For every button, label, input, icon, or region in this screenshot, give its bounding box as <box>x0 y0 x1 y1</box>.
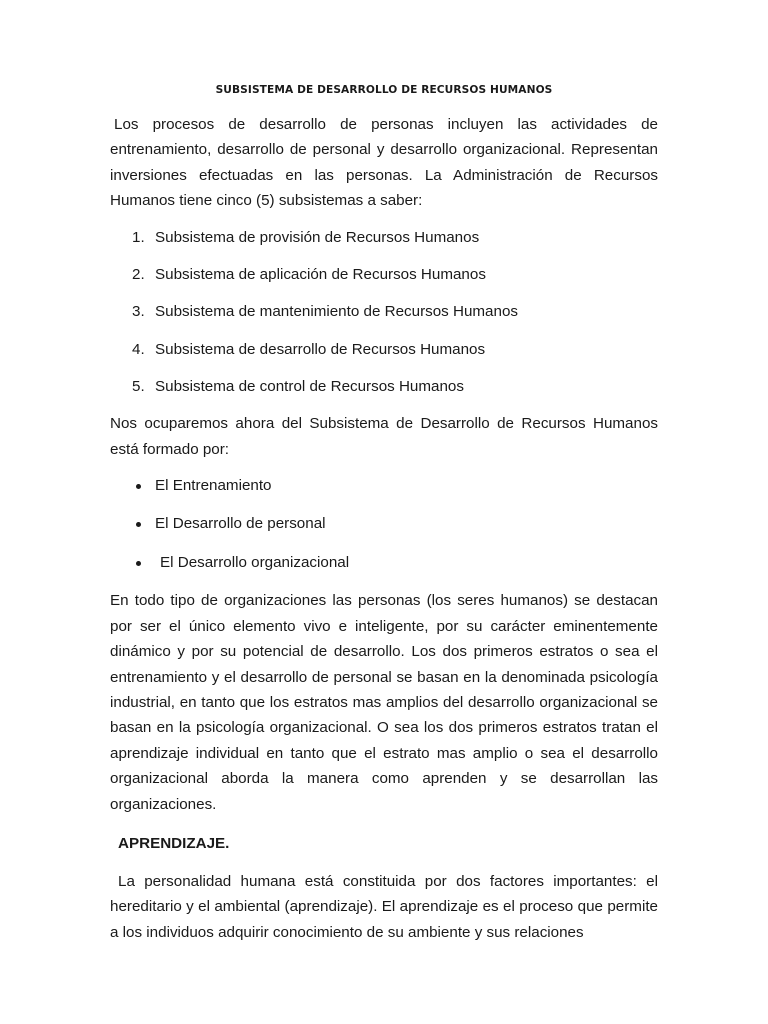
section-heading: APRENDIZAJE. <box>118 835 230 853</box>
list-item <box>110 299 658 324</box>
list-item-text: Subsistema de mantenimiento de Recursos Humanos <box>155 303 518 321</box>
components-list <box>110 473 658 575</box>
organizations-paragraph: En todo tipo de organizaciones las personas (los seres humanos) se destacan por ser el único elemento vivo e inteligente, por su carácter eminentemente dinámico y por su potencial de desarrollo. Los dos primeros estratos o sea el entrenamiento y el desarrollo de personal se basan en la denominada psicología industrial, en tanto que los estratos mas amplios del desarrollo organizacional se basan en la psicología organizacional. O sea los dos primeros estratos tratan el aprendizaje individual en tanto que el estrato mas amplio o sea el desarrollo organizacional aborda la manera como aprenden y se desarrollan las organizaciones. <box>110 592 658 813</box>
document-body <box>110 82 658 945</box>
intro-paragraph: Los procesos de desarrollo de personas incluyen las actividades de entrenamiento, desarrollo de personal y desarrollo organizacional. Representan inversiones efectuadas en las personas. La Administración de Recursos Humanos tiene cinco (5) subsistemas a saber: <box>110 116 658 210</box>
bullet-icon <box>136 522 141 527</box>
list-number: 3. <box>132 303 145 321</box>
bullet-text: El Entrenamiento <box>155 476 272 494</box>
list-item-text: Subsistema de control de Recursos Humanos <box>155 377 464 395</box>
list-item-text: Subsistema de provisión de Recursos Humanos <box>155 228 480 246</box>
bullet-text: El Desarrollo organizacional <box>160 553 350 571</box>
list-item <box>110 374 658 399</box>
list-item-text: Subsistema de aplicación de Recursos Humanos <box>155 265 486 283</box>
list-number: 5. <box>132 377 145 395</box>
transition-paragraph: Nos ocuparemos ahora del Subsistema de Desarrollo de Recursos Humanos está formado por: <box>110 415 658 458</box>
list-item <box>110 262 658 287</box>
bullet-item <box>110 473 658 498</box>
list-number: 2. <box>132 265 145 283</box>
bullet-text: El Desarrollo de personal <box>155 515 326 533</box>
bullet-item <box>110 550 658 575</box>
list-number: 4. <box>132 340 145 358</box>
subsystems-list <box>110 225 658 399</box>
list-number: 1. <box>132 228 145 246</box>
personality-paragraph: La personalidad humana está constituida por dos factores importantes: el hereditario y el ambiental (aprendizaje). El aprendizaje es el proceso que permite a los individuos adquirir conocimiento de su ambiente y sus relaciones <box>110 873 658 941</box>
bullet-icon <box>136 484 141 489</box>
list-item-text: Subsistema de desarrollo de Recursos Humanos <box>155 340 486 358</box>
document-title: SUBSISTEMA DE DESARROLLO DE RECURSOS HUMANOS <box>215 84 553 96</box>
list-item <box>110 225 658 250</box>
bullet-item <box>110 511 658 536</box>
list-item <box>110 337 658 362</box>
bullet-icon <box>136 561 141 566</box>
